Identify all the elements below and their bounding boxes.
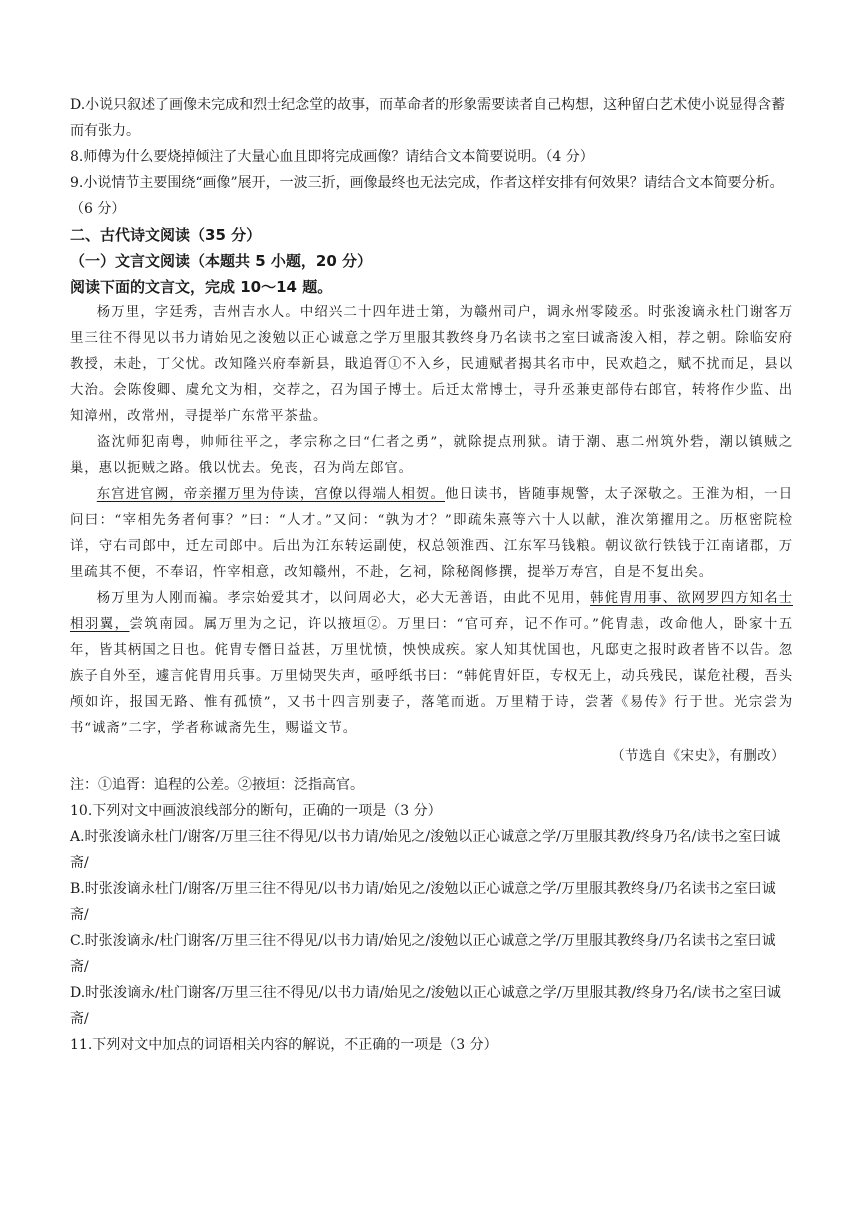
question-11-stem: 11.下列对文中加点的词语相关内容的解说，不正确的一项是（3 分）	[70, 1037, 498, 1053]
underlined-sentence: 韩侂胄用事、欲网罗四方知名士相羽翼，	[70, 591, 793, 632]
passage-paragraph-4	[70, 586, 793, 742]
question-10-option-c: C.时张浚谪永/杜门谢客/万里三往不得见/以书力请/始见之/浚勉以正心诚意之学/万里服其教终身/乃名读书之室曰诚斋/	[70, 933, 776, 975]
section-title: 二、古代诗文阅读（35 分）	[70, 226, 262, 244]
question-9: 9.小说情节主要围绕“画像”展开，一波三折，画像最终也无法完成，作者这样安排有何效果？请结合文本简要分析。（6 分）	[70, 175, 784, 217]
question-8: 8.师傅为什么要烧掉倾注了大量心血且即将完成画像？请结合文本简要说明。（4 分）	[70, 149, 594, 165]
source-citation: （节选自《宋史》，有删改）	[611, 749, 785, 764]
question-10-stem: 10.下列对文中画波浪线部分的断句，正确的一项是（3 分）	[70, 803, 442, 819]
q7-option-d: D.小说只叙述了画像未完成和烈士纪念堂的故事，而革命者的形象需要读者自己构想，这种留白艺术使小说显得含蓄而有张力。	[70, 97, 786, 139]
passage-paragraph-2: 盗沈师犯南粤，帅师往平之，孝宗称之曰“仁者之勇”，就除提点刑狱。请于潮、惠二州筑外砦，潮以镇贼之巢，惠以扼贼之路。俄以忧去。免丧，召为尚左郎官。	[70, 435, 793, 476]
passage-paragraph-1: 杨万里，字廷秀，吉州吉水人。中绍兴二十四年进士第，为赣州司户，调永州零陵丞。时张浚谪永杜门谢客万里三往不得见以书力请始见之浚勉以正心诚意之学万里服其教终身乃名读书之室曰诚斋浚入相，荐之朝。除临安府教授，未赴，丁父忧。改知隆兴府奉新县，戢追胥①不入乡，民逋赋者揭其名市中，民欢趋之，赋不扰而足，县以大治。会陈俊卿、虞允文为相，交荐之，召为国子博士。后迁太常博士，寻升丞兼吏部侍右郎官，转将作少监、出知漳州，改常州，寻提举广东常平茶盐。	[70, 305, 793, 424]
exam-page	[70, 92, 793, 1058]
paragraph-text: 尝筑南园。属万里为之记，许以掖垣②。万里曰：“官可弃，记不作可。”侂胄恚，改命他人，卧家十五年，皆其柄国之日也。侂胄专僭日益甚，万里忧愤，怏怏成疾。家人知其忧国也，凡邸吏之报时政者皆不以告。忽族子自外至，遽言侂胄用兵事。万里恸哭失声，亟呼纸书曰：“韩侂胄奸臣，专权无上，动兵残民，谋危社稷，吾头颅如许，报国无路、惟有孤愤”，又书十四言别妻子，落笔而逝。万里精于诗，尝著《易传》行于世。光宗尝为书“诚斋”二字，学者称诚斋先生，赐谥文节。	[70, 617, 793, 736]
paragraph-text: 杨万里为人刚而褊。孝宗始爱其才，以问周必大，必大无善语，由此不见用，	[96, 591, 591, 606]
paragraph-text: 他日读书，皆随事规警，太子深敬之。王淮为相，一日问曰：“宰相先务者何事？”曰：“人才。”又问：“孰为才？”即疏朱熹等六十人以献，淮次第擢用之。历枢密院检详，守右司郎中，迁左司郎中。后出为江东转运副使，权总领淮西、江东军马钱粮。朝议欲行铁钱于江南诸郡，万里疏其不便，不奉诏，忤宰相意，改知赣州，不赴，乞祠，除秘阁修撰，提举万寿宫，自是不复出矣。	[70, 487, 793, 580]
question-10-option-b: B.时张浚谪永杜门/谢客/万里三往不得见/以书力请/始见之/浚勉以正心诚意之学/万里服其教终身/乃名读书之室曰诚斋/	[70, 881, 776, 923]
subsection-title: （一）文言文阅读（本题共 5 小题，20 分）	[70, 252, 372, 270]
question-10-option-a: A.时张浚谪永杜门/谢客/万里三往不得见/以书力请/始见之/浚勉以正心诚意之学/万里服其教/终身乃名/读书之室曰诚斋/	[70, 829, 781, 871]
underlined-sentence: 东宫进官阙，帝亲擢万里为侍读，宫僚以得端人相贺。	[96, 487, 445, 502]
reading-instruction: 阅读下面的文言文，完成 10～14 题。	[70, 278, 333, 296]
passage-paragraph-3	[70, 482, 793, 586]
footnote: 注：①追胥：追程的公差。②掖垣：泛指高官。	[70, 777, 364, 793]
question-10-option-d: D.时张浚谪永/杜门谢客/万里三往不得见/以书力请/始见之/浚勉以正心诚意之学/万里服其教/终身乃名/读书之室曰诚斋/	[70, 985, 781, 1027]
